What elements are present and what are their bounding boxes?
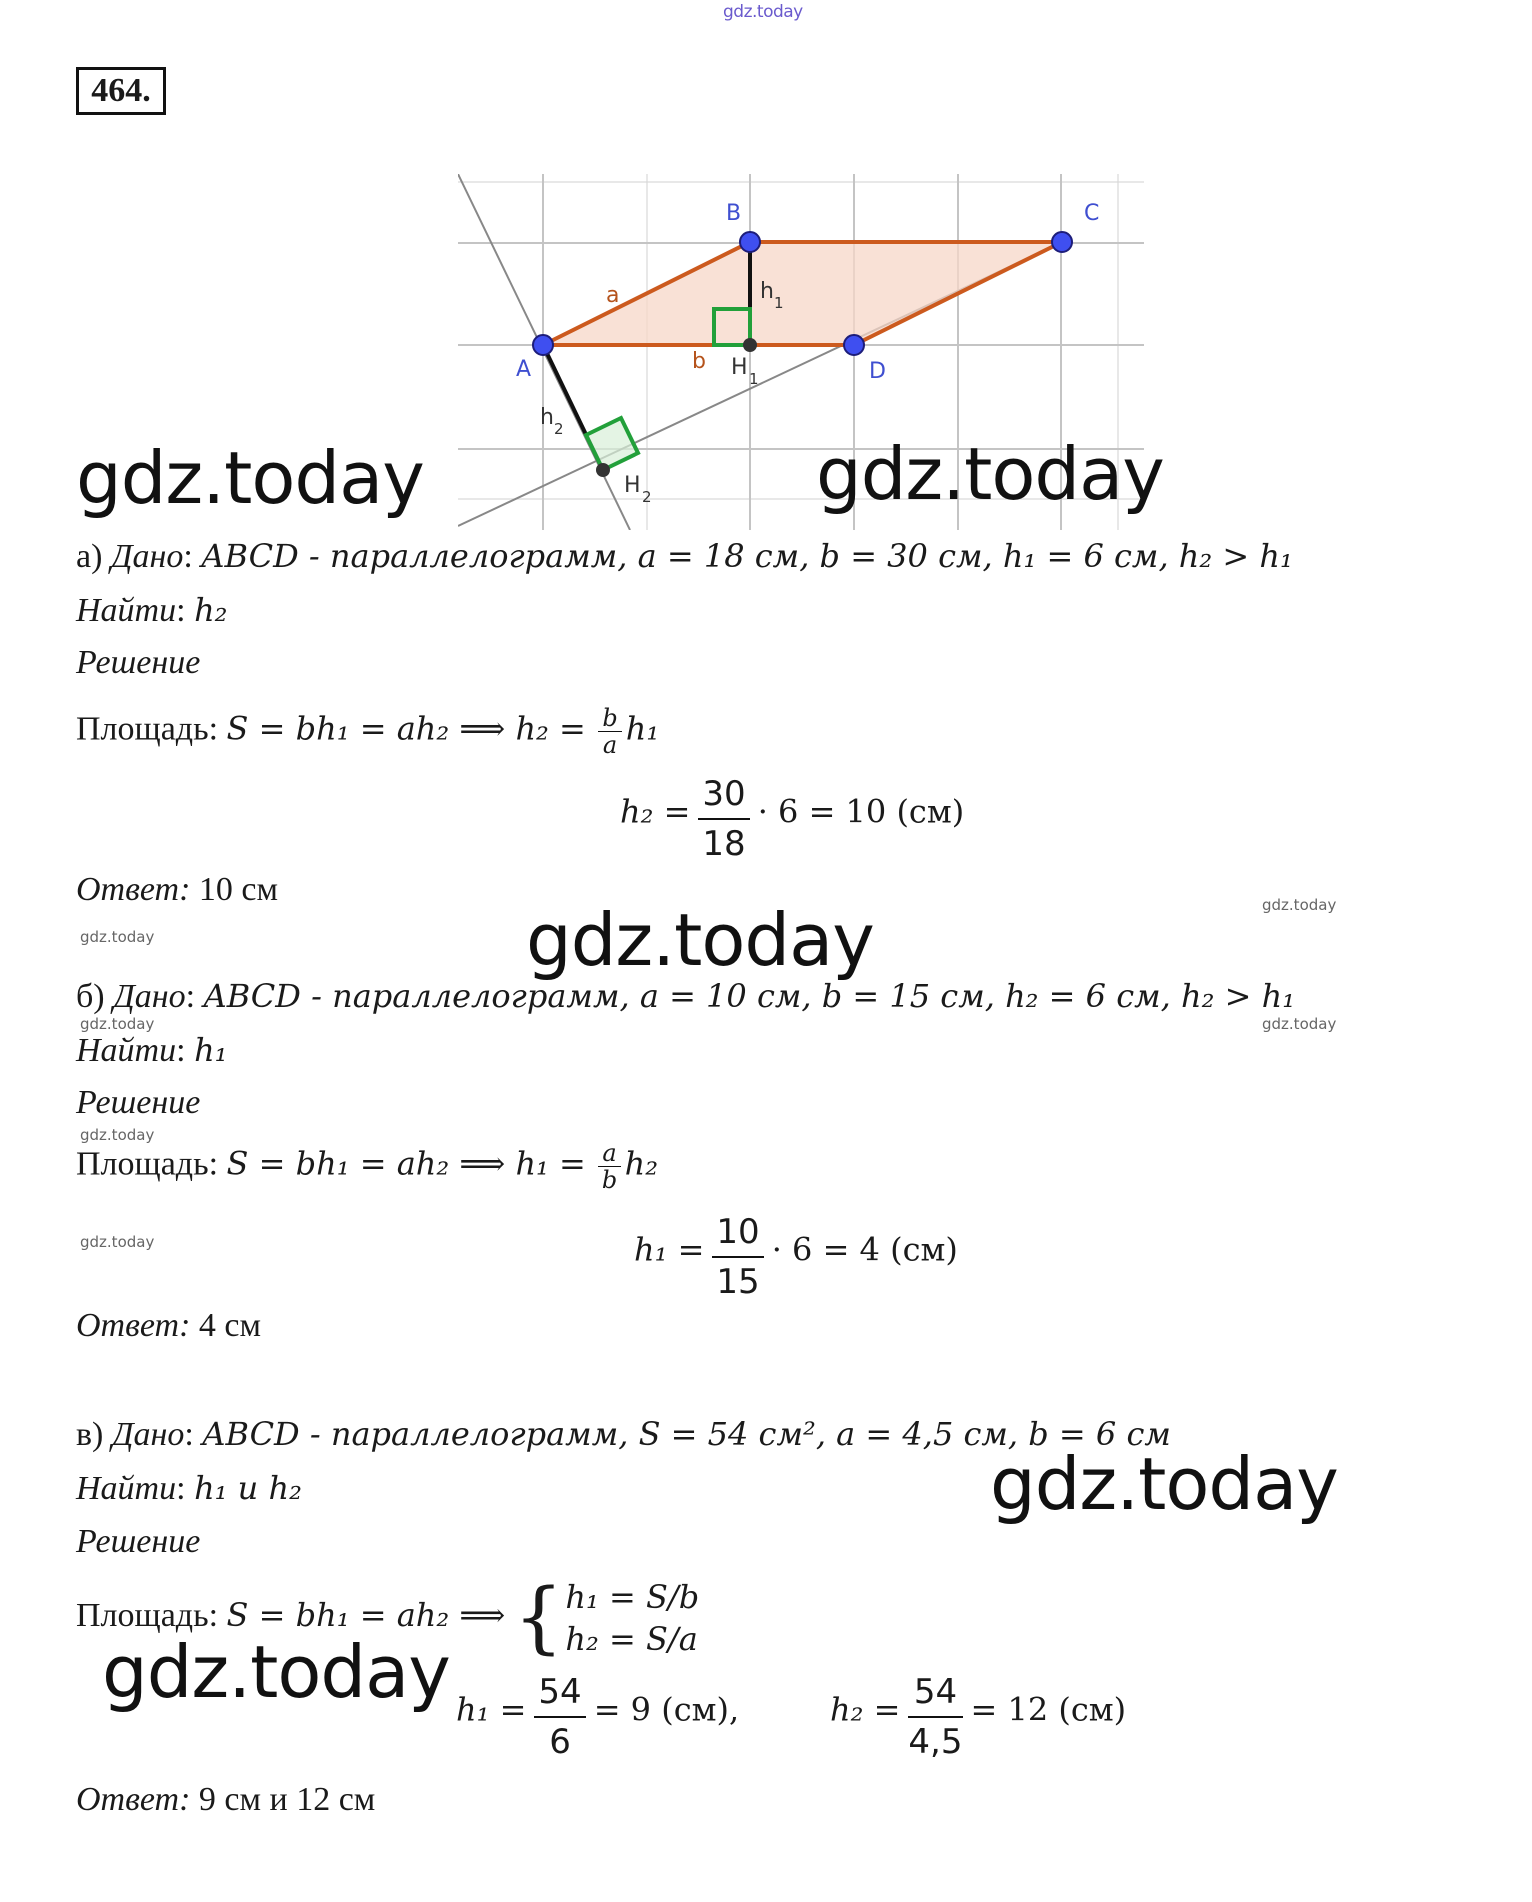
part-c-calc1-lhs: h₁ = (456, 1690, 527, 1729)
part-a-answer-text: 10 см (198, 871, 278, 908)
part-b-prefix: б) (76, 978, 105, 1015)
part-a-answer (76, 870, 278, 910)
part-b-area-tail: h₂ (624, 1144, 659, 1183)
label-h2: h (540, 405, 554, 430)
part-b-given: б) Дано: ABCD - параллелограмм, a = 10 см, b = 15 см, h₂ = 6 см, h₂ > h₁ (76, 977, 1296, 1015)
label-b-point: B (726, 201, 742, 226)
watermark-big-5: gdz.today (102, 1630, 450, 1714)
part-b-answer-label: Ответ: (76, 1307, 191, 1344)
part-c-sys-2: h₂ = S/a (565, 1620, 698, 1658)
part-b-given-text: ABCD - параллелограмм, a = 10 см, b = 15 см, h₂ = 6 см, h₂ > h₁ (203, 977, 1296, 1015)
part-c-given: в) Дано: ABCD - параллелограмм, S = 54 см², a = 4,5 см, b = 6 см (76, 1415, 1171, 1453)
part-a-find: Найти: h₂ (76, 591, 228, 629)
label-c-point: C (1084, 201, 1100, 226)
part-a-calc (620, 770, 964, 868)
part-b-find: Найти: h₁ (76, 1031, 228, 1069)
part-c-find: Найти: h₁ и h₂ (76, 1469, 302, 1507)
part-c-area (76, 1573, 700, 1663)
part-c-calc2-rhs: = 12 (см) (970, 1690, 1127, 1729)
part-c-given-text: ABCD - параллелограмм, S = 54 см², a = 4,5 см, b = 6 см (202, 1415, 1171, 1453)
part-a-given-label: Дано (110, 538, 184, 575)
part-a-solution-label: Решение (76, 644, 201, 681)
part-b-calc (634, 1208, 958, 1306)
part-c-area-eq: S = bh₁ = ah₂ ⟹ (226, 1595, 506, 1634)
part-b-solution-label: Решение (76, 1084, 201, 1121)
part-c-system (565, 1576, 699, 1660)
watermark-small-4: gdz.today (1262, 1015, 1337, 1033)
label-h1-point: H (731, 355, 748, 380)
watermark-big-1: gdz.today (76, 436, 424, 520)
parallelogram-abcd (543, 242, 1062, 345)
part-c-calc2-frac: $\frac{54}{4,5}$ (908, 1668, 962, 1766)
part-c-area-label: Площадь: (76, 1596, 219, 1634)
point-a (533, 335, 553, 355)
part-c-sys-1: h₁ = S/b (565, 1578, 700, 1616)
part-b-calc-rhs: · 6 = 4 (см) (771, 1230, 958, 1269)
part-a-given: а) Дано: ABCD - параллелограмм, a = 18 см, b = 30 см, h₁ = 6 см, h₂ > h₁ (76, 537, 1293, 575)
part-a-calc-frac: $\frac{30}{18}$ (698, 770, 749, 868)
part-a-calc-rhs: · 6 = 10 (см) (757, 792, 965, 831)
part-b-given-label: Дано (113, 978, 186, 1015)
part-b-find-label: Найти (76, 1032, 177, 1069)
part-c-find-text: h₁ и h₂ (194, 1469, 302, 1507)
label-side-b: b (692, 349, 706, 374)
part-c-find-label: Найти (76, 1470, 177, 1507)
label-h1: h (760, 279, 774, 304)
point-h2 (596, 463, 610, 477)
label-h1-sub: 1 (774, 294, 784, 312)
part-b-find-text: h₁ (194, 1031, 228, 1069)
watermark-small-3: gdz.today (80, 1015, 155, 1033)
part-a-prefix: а) (76, 538, 103, 575)
part-c-given-label: Дано (111, 1416, 185, 1453)
point-c (1052, 232, 1072, 252)
watermark-small-6: gdz.today (80, 1233, 155, 1251)
label-h2-sub: 2 (554, 420, 564, 438)
part-c-answer-label: Ответ: (76, 1781, 191, 1818)
part-c-solution-label: Решение (76, 1523, 201, 1560)
part-c-answer-text: 9 см и 12 см (198, 1781, 376, 1818)
part-c-calc-1 (456, 1668, 739, 1766)
watermark-big-3: gdz.today (526, 898, 874, 982)
label-d-point: D (869, 359, 886, 384)
part-a-area-label: Площадь: (76, 710, 219, 748)
part-a-answer-label: Ответ: (76, 871, 191, 908)
part-a-area-eq: S = bh₁ = ah₂ ⟹ h₂ = (226, 709, 586, 748)
part-b-answer (76, 1306, 261, 1346)
part-b-answer-text: 4 см (198, 1307, 261, 1344)
part-b-area-label: Площадь: (76, 1145, 219, 1183)
point-h1 (743, 338, 757, 352)
part-c-answer (76, 1780, 375, 1820)
part-a-area (76, 705, 659, 758)
part-b-area (76, 1140, 658, 1193)
watermark-small-1: gdz.today (1262, 896, 1337, 914)
part-b-area-eq: S = bh₁ = ah₂ ⟹ h₁ = (226, 1144, 586, 1183)
label-h1-point-sub: 1 (749, 370, 759, 388)
part-b-area-frac: $\frac{a}{b}$ (598, 1140, 620, 1193)
part-a-find-label: Найти (76, 592, 177, 629)
label-side-a: a (606, 283, 620, 308)
label-h2-point: H (624, 473, 641, 498)
part-b-calc-lhs: h₁ = (634, 1230, 705, 1269)
part-c-calc1-frac: $\frac{54}{6}$ (534, 1668, 585, 1766)
part-a-given-text: ABCD - параллелограмм, a = 18 см, b = 30 см, h₁ = 6 см, h₂ > h₁ (201, 537, 1293, 575)
part-c-prefix: в) (76, 1416, 104, 1453)
system-brace: { (513, 1573, 564, 1663)
label-h2-point-sub: 2 (642, 488, 652, 506)
part-b-calc-frac: $\frac{10}{15}$ (712, 1208, 763, 1306)
watermark-big-2: gdz.today (816, 432, 1164, 516)
part-a-calc-lhs: h₂ = (620, 792, 691, 831)
part-a-find-text: h₂ (194, 591, 228, 629)
part-c-calc-2 (830, 1668, 1126, 1766)
part-a-area-tail: h₁ (625, 709, 660, 748)
watermark-top: gdz.today (723, 2, 803, 22)
watermark-small-2: gdz.today (80, 928, 155, 946)
point-d (844, 335, 864, 355)
part-c-calc2-lhs: h₂ = (830, 1690, 901, 1729)
part-c-calc1-rhs: = 9 (см), (593, 1690, 740, 1729)
problem-number: 464. (76, 67, 166, 115)
point-b (740, 232, 760, 252)
label-a-point: A (516, 357, 532, 382)
part-a-area-frac: $\frac{b}{a}$ (598, 705, 621, 758)
watermark-small-5: gdz.today (80, 1126, 155, 1144)
watermark-big-4: gdz.today (990, 1442, 1338, 1526)
